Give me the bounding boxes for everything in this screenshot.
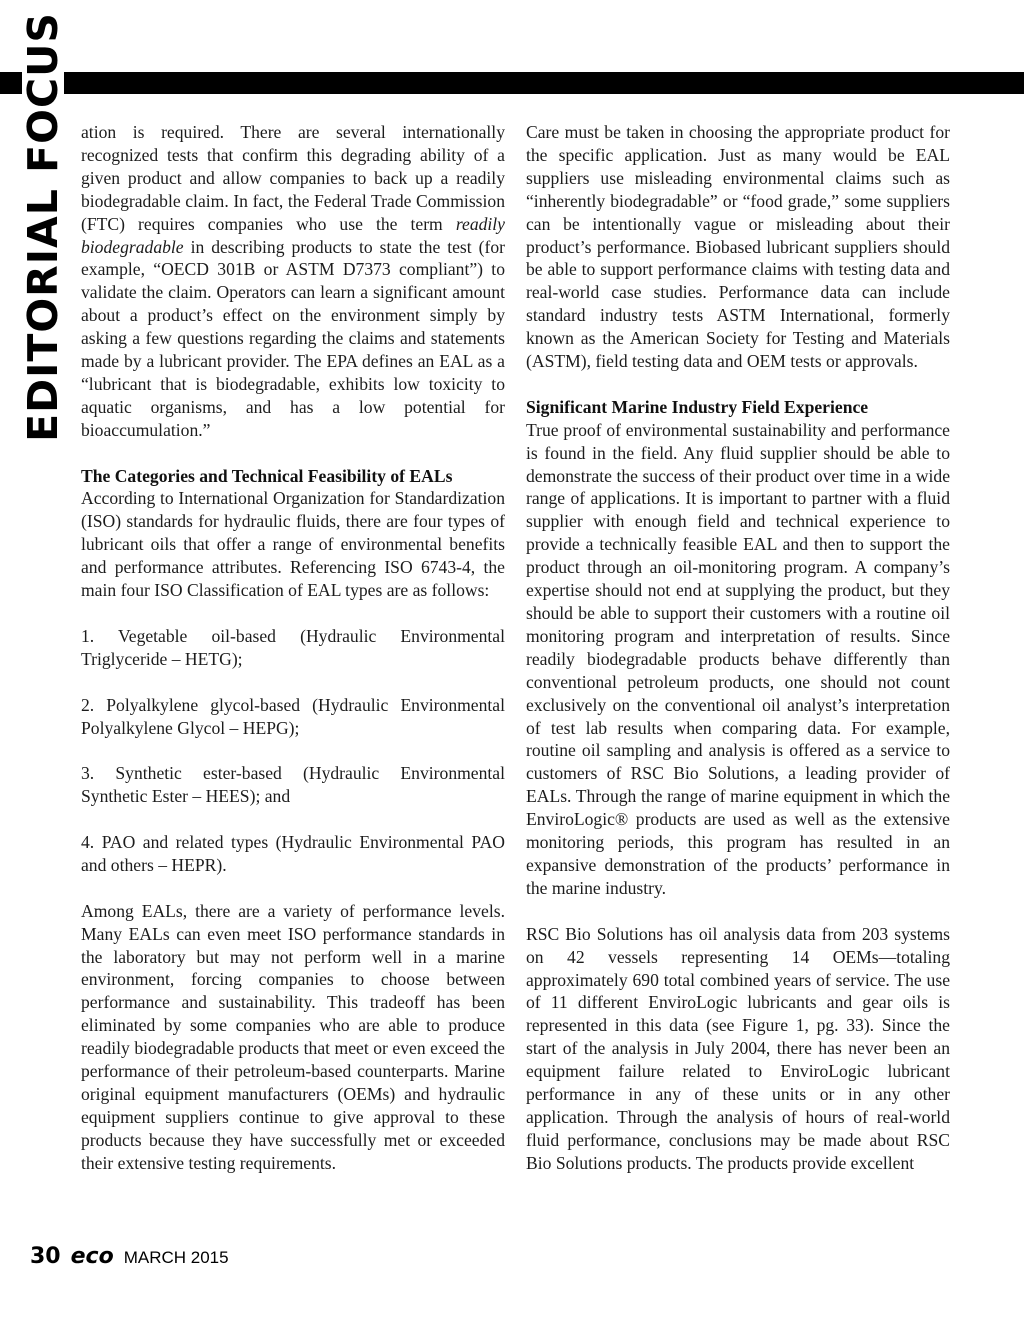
section-heading: The Categories and Technical Feasibility of EALs — [81, 465, 453, 486]
italic-term: readily biodegradable — [81, 213, 505, 257]
left-column — [81, 121, 505, 1175]
brand-logo: eco — [70, 1244, 114, 1269]
page-number: 30 — [30, 1244, 61, 1269]
body-paragraph: Care must be taken in choosing the appropriate product for the specific application. Just as many would be EAL suppliers use misleading environmental claims such as “inherently biodegradable” or “food grade,” some suppliers can be intentionally vague or misleading about their product’s performance. Biobased lubricant suppliers should be able to support performance claims with testing data and real-world case studies. Performance data can include standard industry tests ASTM International, formerly known as the American Society for Testing and Materials (ASTM), field testing data and OEM tests or approvals. — [526, 122, 950, 372]
body-paragraph: According to International Organization for Standardization (ISO) standards for hydraulic fluids, there are four types of lubricant oils that offer a range of environmental benefits and performance attributes. Referencing ISO 6743-4, the main four ISO Classification of EAL types are as follows: — [81, 488, 505, 601]
body-paragraph: RSC Bio Solutions has oil analysis data from 203 systems on 42 vessels representing 14 OEMs—totaling approximately 690 total combined years of service. The use of 11 different EnviroLogic lubricants and gear oils is represented in this data (see Figure 1, pg. 33). Since the start of the analysis in July 2004, there has never been an equipment failure related to EnviroLogic lubricant performance in any of these units or in any other application. Through the analysis of hours of real-world fluid performance, conclusions may be made about RSC Bio Solutions products. The products provide excellent — [526, 923, 950, 1173]
list-item: 2. Polyalkylene glycol-based (Hydraulic Environmental Polyalkylene Glycol – HEPG); — [81, 694, 505, 738]
section-heading: Significant Marine Industry Field Experience — [526, 396, 869, 417]
body-paragraph: ation is required. There are several internationally recognized tests that confirm this degrading ability of a given product and allow companies to back up a readily biodegradable claim. In fact, the Federal Trade Commission (FTC) requires companies who use the term readily biodegradable in describing products to state the test (for example, “OECD 301B or ASTM D7373 compliant”) to validate the claim. Operators can learn a significant amount about a product’s effect on the environment simply by asking a few questions regarding the claims and statements made by a lubricant provider. The EPA defines an EAL as a “lubricant that is biodegradable, exhibits low toxicity to aquatic organisms, and has a low potential for bioaccumulation.” — [81, 122, 505, 440]
list-item: 4. PAO and related types (Hydraulic Environmental PAO and others – HEPR). — [81, 832, 505, 875]
page-footer — [30, 1244, 229, 1274]
list-item: 3. Synthetic ester-based (Hydraulic Environmental Synthetic Ester – HEES); and — [81, 763, 505, 807]
section-label: EDITORIAL FOCUS — [22, 6, 64, 448]
header-rule — [0, 72, 1024, 94]
body-paragraph: Among EALs, there are a variety of performance levels. Many EALs can even meet ISO performance standards in the laboratory but may not perform well in a marine environment, forcing companies to choose between performance and sustainability. This tradeoff has been eliminated by some companies who are able to produce readily biodegradable products that meet or even exceed the performance of their petroleum-based counterparts. Marine original equipment manufacturers (OEMs) and hydraulic equipment suppliers continue to give approval to these products because they have successfully met or exceeded their extensive testing requirements. — [81, 900, 505, 1173]
issue-date: MARCH 2015 — [123, 1248, 229, 1267]
right-column — [526, 121, 950, 1175]
list-item: 1. Vegetable oil-based (Hydraulic Environmental Triglyceride – HETG); — [81, 625, 505, 669]
body-paragraph: True proof of environmental sustainability and performance is found in the field. Any fluid supplier should be able to demonstrate the success of their product over time in a wide range of applications. It is important to partner with a fluid supplier with enough field and technical experience to provide a technically feasible EAL and then to support the product through an oil-monitoring program. A company’s expertise should not end at supplying the product, but they should be able to support their customers with a routine oil monitoring program and interpretation of results. Since readily biodegradable products behave differently than conventional petroleum products, one should not count exclusively on the conventional oil analyst’s interpretation of test lab results when comparing data. For example, routine oil sampling and analysis is offered as a service to customers of RSC Bio Solutions, a leading provider of EALs. Through the range of marine equipment in which the EnviroLogic® products are used as well as the extensive monitoring periods, this program has resulted in an expansive demonstration of the products’ performance in the marine industry. — [526, 419, 950, 898]
